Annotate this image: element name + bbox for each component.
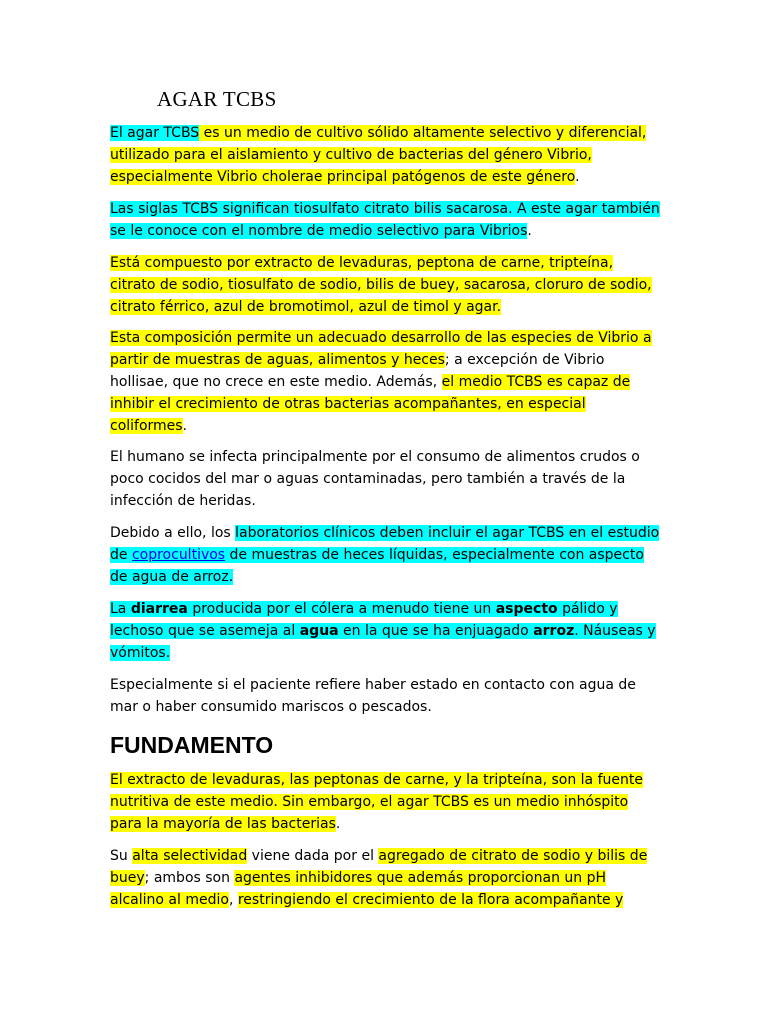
paragraph-diarrhea bbox=[110, 598, 662, 664]
paragraph-nutrients bbox=[110, 769, 662, 835]
text-run: , bbox=[228, 892, 238, 908]
coprocultivos-link[interactable]: coprocultivos bbox=[131, 547, 226, 563]
highlight-yellow: Esta composición permite un adecuado desarrollo de las especies de Vibrio a partir de muestras de aguas, alimentos y heces bbox=[110, 330, 652, 368]
paragraph-intro bbox=[110, 122, 662, 188]
paragraph-acronym bbox=[110, 198, 662, 242]
text-run: ; a excepción de Vibrio hollisae, que no crece en este medio. Además, bbox=[110, 352, 605, 390]
text-run: en la que se ha enjuagado bbox=[338, 623, 534, 639]
text-run: de muestras de heces líquidas, especialmente con aspecto de agua de arroz. bbox=[110, 547, 644, 585]
text-run: . bbox=[575, 169, 580, 185]
highlight-yellow: El extracto de levaduras, las peptonas de carne, y la tripteína, son la fuente nutritiva de este medio. Sin embargo, el agar TCBS es un medio inhóspito para la mayoría de las bacterias bbox=[110, 772, 643, 832]
paragraph-growth bbox=[110, 327, 662, 437]
text-run: Debido a ello, los bbox=[110, 525, 236, 541]
bold-term: agua bbox=[299, 623, 339, 639]
text-run: producida por el cólera a menudo tiene un bbox=[187, 601, 496, 617]
text-run: Especialmente si el paciente refiere haber estado en contacto con agua de mar o haber consumido mariscos o pescados. bbox=[110, 677, 636, 715]
paragraph-laboratories bbox=[110, 522, 662, 588]
highlight-cyan: El agar TCBS bbox=[110, 125, 200, 141]
text-run: Su bbox=[110, 848, 133, 864]
text-run: . bbox=[335, 816, 341, 832]
highlight-yellow: agregado de citrato de sodio y bilis de buey bbox=[110, 848, 648, 886]
highlight-yellow: Está compuesto por extracto de levaduras, peptona de carne, tripteína, citrato de sodio, tiosulfato de sodio, bilis de buey, sacarosa, cloruro de sodio, citrato férrico, azul de bromotimol, azul de timol y agar. bbox=[110, 255, 652, 315]
highlight-yellow: el medio TCBS es capaz de inhibir el crecimiento de otras bacterias acompañantes, en especial coliformes bbox=[110, 374, 631, 434]
highlight-yellow: restringiendo el crecimiento de la flora acompañante y bbox=[237, 892, 624, 908]
document-title: AGAR TCBS bbox=[157, 87, 277, 111]
highlight-yellow: es un medio de cultivo sólido altamente selectivo y diferencial, utilizado para el aislamiento y cultivo de bacterias del género Vibrio, especialmente Vibrio cholerae principal patógenos de este género bbox=[110, 125, 647, 185]
paragraph-contact bbox=[110, 674, 662, 718]
text-run: La bbox=[110, 601, 131, 617]
text-run: . bbox=[527, 223, 532, 239]
paragraph-selectivity bbox=[110, 845, 662, 911]
text-run: El humano se infecta principalmente por el consumo de alimentos crudos o poco cocidos del mar o aguas contaminadas, pero también a través de la infección de heridas. bbox=[110, 449, 640, 509]
highlight-yellow: agentes inhibidores que además proporcionan un pH alcalino al medio bbox=[110, 870, 606, 908]
highlight-yellow: alta selectividad bbox=[132, 848, 248, 864]
highlight-cyan: Las siglas TCBS significan tiosulfato citrato bilis sacarosa. A este agar también se le conoce con el nombre de medio selectivo para Vibrios bbox=[110, 201, 660, 239]
paragraph-composition bbox=[110, 252, 662, 318]
text-run: viene dada por el bbox=[247, 848, 379, 864]
text-run: ; ambos son bbox=[144, 870, 235, 886]
bold-term: diarrea bbox=[130, 601, 188, 617]
highlight-cyan bbox=[110, 601, 656, 661]
bold-term: aspecto bbox=[495, 601, 558, 617]
text-run: . Náuseas y vómitos. bbox=[110, 623, 656, 661]
text-run: pálido y lechoso que se asemeja al bbox=[110, 601, 618, 639]
text-run: laboratorios clínicos deben incluir el agar TCBS en el estudio de bbox=[110, 525, 660, 563]
section-heading-fundamento: FUNDAMENTO bbox=[110, 732, 274, 758]
bold-term: arroz bbox=[533, 623, 575, 639]
paragraph-infection bbox=[110, 446, 662, 512]
text-run: . bbox=[182, 418, 188, 434]
